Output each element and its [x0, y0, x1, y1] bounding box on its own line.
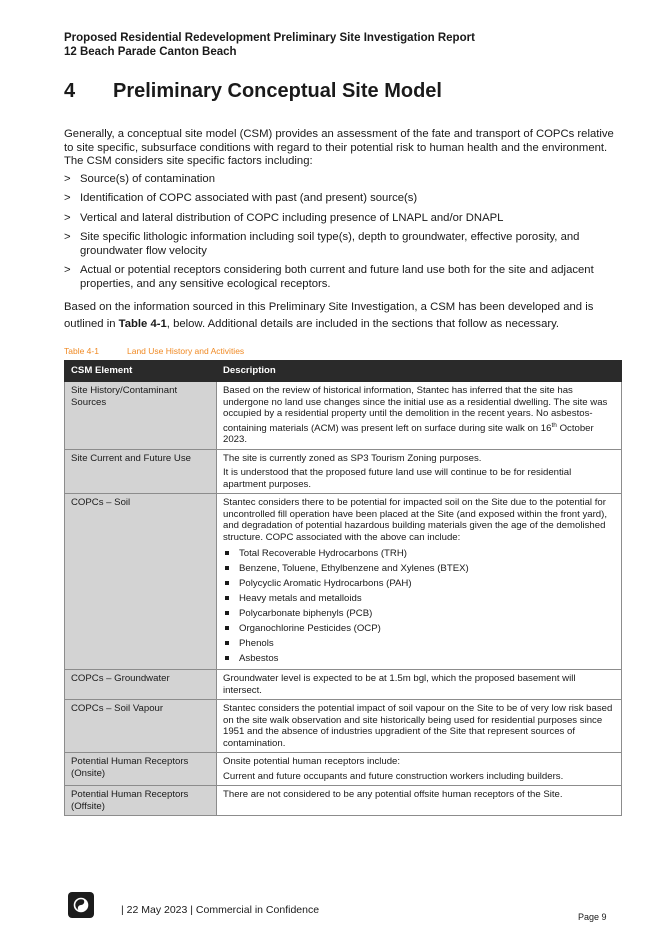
table-row [65, 382, 622, 450]
stantec-logo-icon [68, 892, 94, 918]
table-caption-title: Land Use History and Activities [127, 346, 245, 356]
list-item: Total Recoverable Hydrocarbons (TRH) [223, 546, 615, 561]
csm-element-cell: Site Current and Future Use [65, 449, 217, 494]
list-item: Organochlorine Pesticides (OCP) [223, 621, 615, 636]
table-row [65, 449, 622, 494]
list-item: Heavy metals and metalloids [223, 591, 615, 606]
list-item: Polycyclic Aromatic Hydrocarbons (PAH) [223, 576, 615, 591]
csm-element-cell: COPCs – Soil Vapour [65, 700, 217, 753]
ordinal-suffix: th [551, 421, 557, 429]
chapter-title: Preliminary Conceptual Site Model [113, 80, 442, 102]
table-caption [64, 346, 244, 356]
csm-element-cell: Potential Human Receptors (Offsite) [65, 786, 217, 816]
summary-text-a: Based on the information sourced in this Preliminary Site Investigation, a CSM has been developed and is outlined in [64, 301, 594, 330]
description-text: Onsite potential human receptors include: [223, 756, 401, 768]
table-header-row [65, 361, 622, 382]
chapter-heading [64, 80, 442, 103]
list-item: Asbestos [223, 651, 615, 666]
description-text: Based on the review of historical information, Stantec has inferred that the site has undergone no land use changes since the initial use as a residential dwelling. The site was occupied by a residential property until the demolition in the recent years. No asbestos-containing materials (ACM) was present left on surface during site walk on 16 [223, 385, 608, 434]
description-cell [217, 753, 622, 786]
description-cell: Stantec considers the potential impact of soil vapour on the Site to be of very low risk based on the site walk observation and site historically being used for residential purposes since 1951 and the absence of industries upgradient of the Site that represent sources of contamination. [217, 700, 622, 753]
intro-section [64, 128, 616, 333]
description-cell [217, 449, 622, 494]
csm-summary-paragraph [64, 299, 616, 333]
list-item: > Source(s) of contamination [64, 173, 616, 187]
list-item: Polycarbonate biphenyls (PCB) [223, 606, 615, 621]
table-row [65, 700, 622, 753]
table-row [65, 753, 622, 786]
table-reference: Table 4-1 [118, 318, 167, 330]
list-item: > Vertical and lateral distribution of COPC including presence of LNAPL and/or DNAPL [64, 212, 616, 226]
summary-text-b: , below. Additional details are included in the sections that follow as necessary. [166, 318, 560, 330]
header-report-title: Proposed Residential Redevelopment Preliminary Site Investigation Report [64, 32, 475, 44]
list-item: > Identification of COPC associated with past (and present) source(s) [64, 192, 616, 206]
column-header-description: Description [217, 361, 622, 382]
list-item: > Actual or potential receptors considering both current and future land use both for the site and adjacent properties, and any sensitive ecological receptors. [64, 264, 616, 291]
footer-date-confidentiality: | 22 May 2023 | Commercial in Confidence [121, 904, 320, 916]
description-text: Current and future occupants and future construction workers including builders. [223, 770, 564, 782]
description-text: Stantec considers there to be potential for impacted soil on the Site due to the potential for uncontrolled fill operation have been placed at the Site (and exposed within the front yard), and degradation of potential hazardous building materials given the age of the demolished structure. COPC associated with the above can include: [223, 497, 607, 543]
copc-list [223, 546, 615, 666]
description-cell: There are not considered to be any potential offsite human receptors of the Site. [217, 786, 622, 816]
logo-mark-icon [73, 897, 89, 913]
csm-table [64, 360, 622, 816]
csm-element-cell: Site History/Contaminant Sources [65, 382, 217, 450]
description-cell [217, 382, 622, 450]
chapter-number: 4 [64, 80, 76, 102]
csm-element-cell: COPCs – Soil [65, 494, 217, 670]
description-cell: Groundwater level is expected to be at 1.5m bgl, which the proposed basement will intersect. [217, 670, 622, 700]
description-text: It is understood that the proposed future land use will continue to be for residential apartment purposes. [223, 467, 572, 490]
csm-element-cell: Potential Human Receptors (Onsite) [65, 753, 217, 786]
factor-list [64, 173, 616, 292]
header-site-address: 12 Beach Parade Canton Beach [64, 46, 237, 58]
document-header [64, 31, 475, 59]
table-row [65, 494, 622, 670]
list-item: Benzene, Toluene, Ethylbenzene and Xylenes (BTEX) [223, 561, 615, 576]
list-item: > Site specific lithologic information including soil type(s), depth to groundwater, effective porosity, and groundwater flow velocity [64, 231, 616, 258]
page-number: Page 9 [578, 912, 607, 922]
list-item: Phenols [223, 636, 615, 651]
table-caption-label: Table 4-1 [64, 346, 99, 356]
table-row [65, 786, 622, 816]
description-text: The site is currently zoned as SP3 Tourism Zoning purposes. [223, 452, 482, 464]
description-cell [217, 494, 622, 670]
csm-element-cell: COPCs – Groundwater [65, 670, 217, 700]
description-text: October 2023. [223, 422, 594, 446]
column-header-element: CSM Element [65, 361, 217, 382]
table-row [65, 670, 622, 700]
intro-paragraph: Generally, a conceptual site model (CSM) provides an assessment of the fate and transport of COPCs relative to site specific, subsurface conditions with regard to their potential risk to human health and the environment. The CSM considers site specific factors including: [64, 128, 614, 167]
